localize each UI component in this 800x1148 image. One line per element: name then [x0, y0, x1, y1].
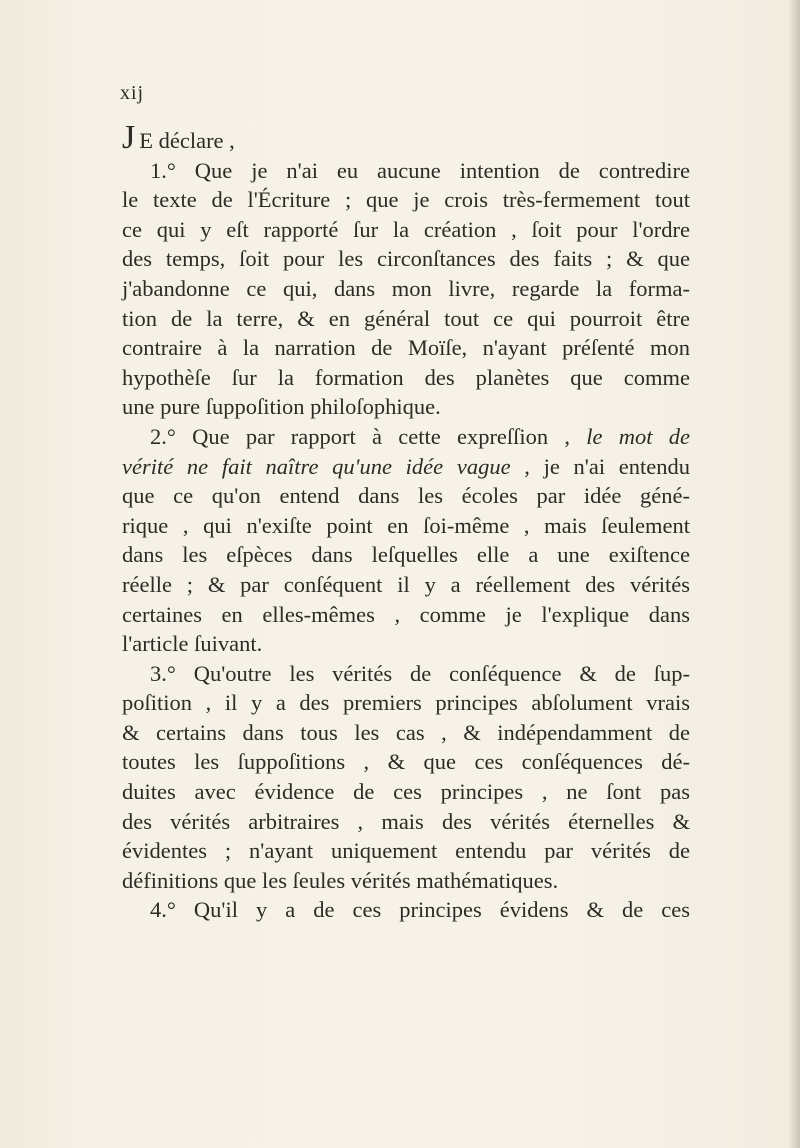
paragraph-3-line: poſition , il y a des premiers principes abſolument vrais: [122, 690, 690, 716]
paragraph-2-text: je n'ai entendu: [529, 453, 690, 479]
paragraph-1-line: le texte de l'Écriture ; que je crois très-fermement tout: [122, 187, 690, 213]
paragraph-2-italic-quote: vérité ne fait naître qu'une idée vague ,: [122, 453, 530, 479]
paragraph-3-line: & certains dans tous les cas , & indépendamment de: [122, 719, 690, 745]
paragraph-3-line: des vérités arbitraires , mais des vérités éternelles &: [122, 808, 690, 834]
paragraph-1-line: une pure ſuppoſition philoſophique.: [122, 394, 441, 420]
paragraph-1-line: ce qui y eſt rapporté ſur la création , ſoit pour l'ordre: [122, 216, 690, 242]
paragraph-2-line: réelle ; & par conſéquent il y a réellement des vérités: [122, 571, 690, 597]
paragraph-1-line: tion de la terre, & en général tout ce qui pourroit être: [122, 305, 690, 331]
paragraph-2-line: [122, 422, 690, 452]
paragraph-3-line: définitions que les ſeules vérités mathématiques.: [122, 867, 559, 893]
paragraph-1-line: hypothèſe ſur la formation des planètes que comme: [122, 364, 690, 390]
paragraph-3-line: évidentes ; n'ayant uniquement entendu par vérités de: [122, 838, 690, 864]
paragraph-1-line: contraire à la narration de Moïſe, n'ayant préſenté mon: [122, 335, 690, 361]
paragraph-2-line: l'article ſuivant.: [122, 631, 263, 657]
paragraph-2-line: rique , qui n'exiſte point en ſoi-même , mais ſeulement: [122, 512, 690, 538]
paragraph-2-line: que ce qu'on entend dans les écoles par idée géné-: [122, 483, 690, 509]
opening-line: [122, 119, 690, 156]
paragraph-4-line: 4.° Qu'il y a de ces principes évidens & de ces: [150, 897, 690, 923]
paragraph-3-line: 3.° Qu'outre les vérités de conſéquence & de ſup-: [150, 660, 690, 686]
paragraph-3-line: toutes les ſuppoſitions , & que ces conſéquences dé-: [122, 749, 690, 775]
paragraph-1-line: 1.° Que je n'ai eu aucune intention de contredire: [150, 157, 690, 183]
paragraph-2-line: [122, 452, 690, 482]
opening-text: E déclare ,: [139, 128, 235, 153]
initial-letter: J: [122, 119, 136, 156]
paragraph-1-line: j'abandonne ce qui, dans mon livre, regarde la forma-: [122, 275, 690, 301]
paragraph-3-line: duites avec évidence de ces principes , ne ſont pas: [122, 779, 690, 805]
paragraph-2-line: dans les eſpèces dans leſquelles elle a une exiſtence: [122, 542, 690, 568]
paragraph-2-text: 2.° Que par rapport à cette expreſſion ,: [150, 423, 587, 449]
paragraph-2-italic-quote: le mot de: [586, 423, 690, 449]
paragraph-2-line: certaines en elles-mêmes , comme je l'explique dans: [122, 601, 690, 627]
page-folio: xij: [120, 82, 145, 104]
page-text: [122, 119, 690, 925]
page-edge-shadow: [788, 0, 800, 1148]
paragraph-1-line: des temps, ſoit pour les circonſtances des faits ; & que: [122, 246, 690, 272]
